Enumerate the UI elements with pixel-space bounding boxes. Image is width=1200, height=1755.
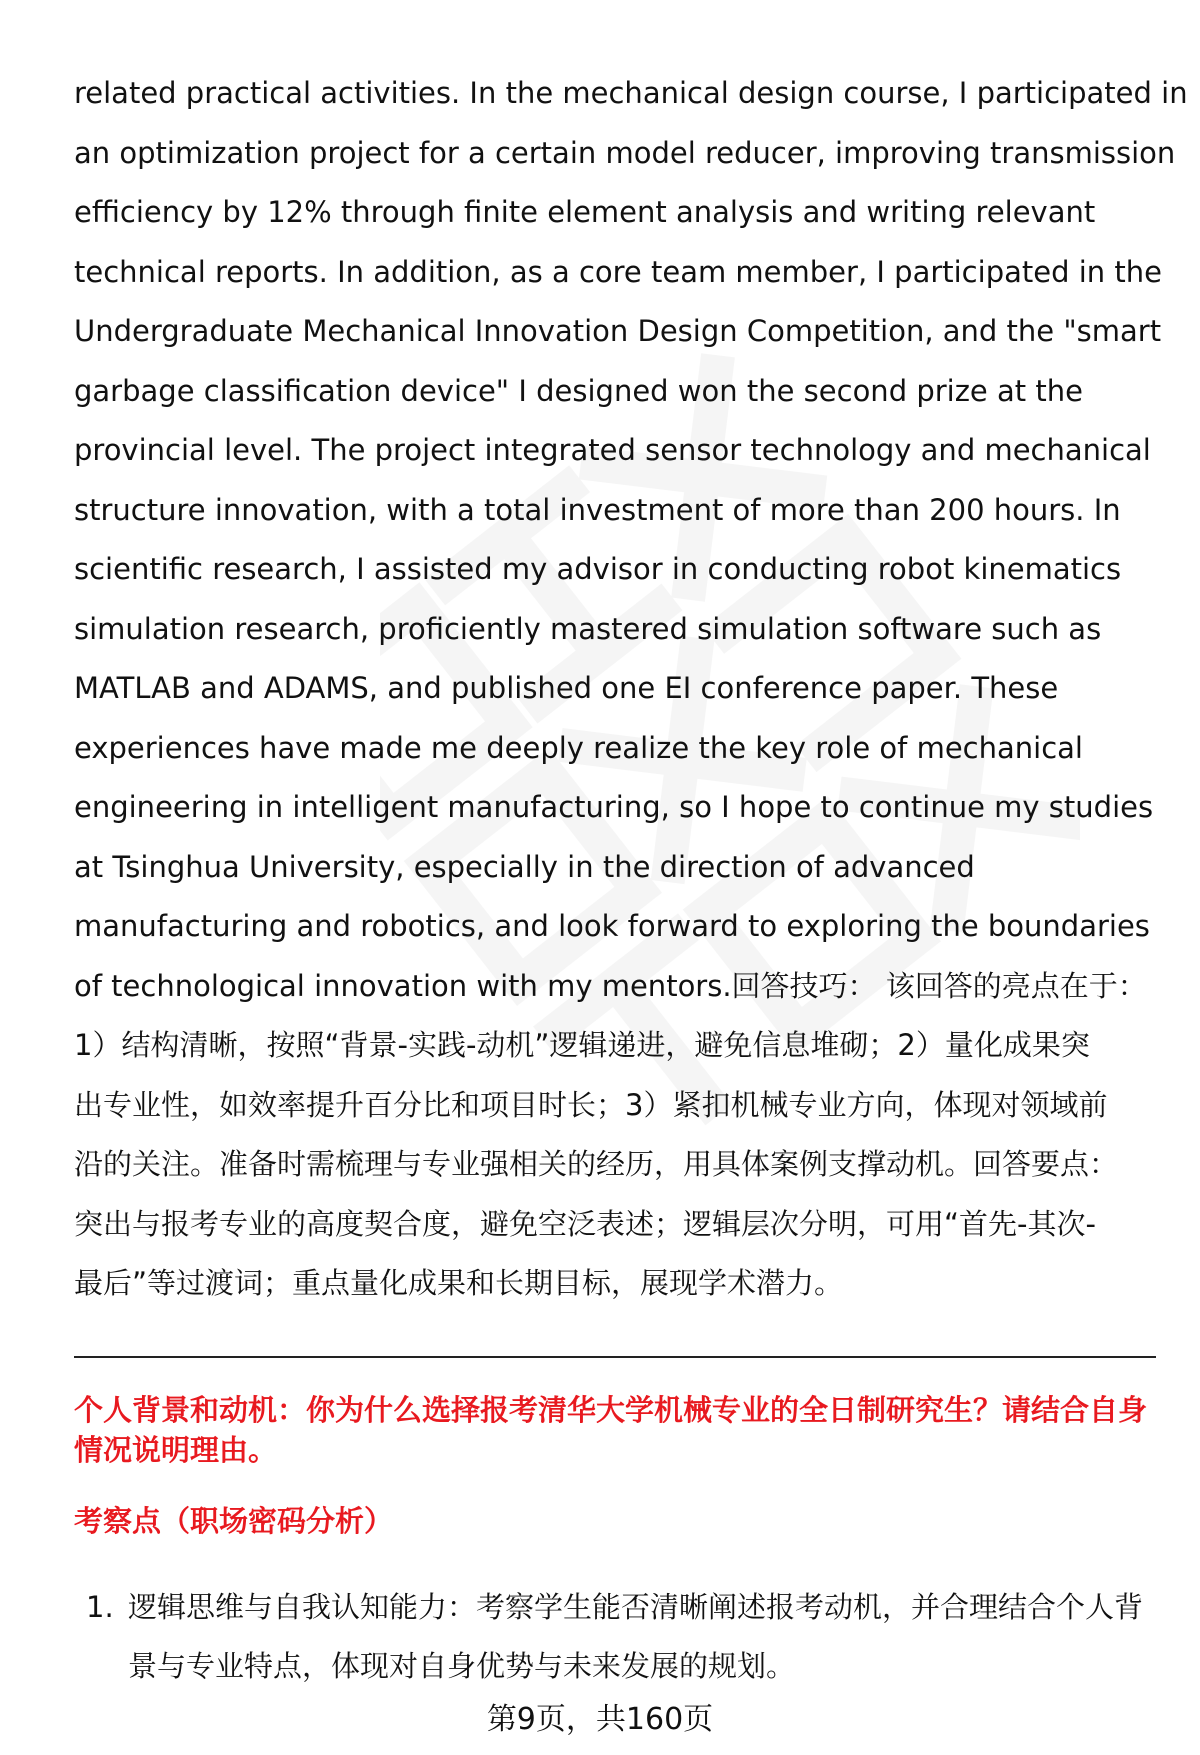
list-item — [74, 1578, 1156, 1696]
body-line: related practical activities. In the mechanical design course, I participated in — [74, 76, 1188, 110]
question-heading: 个人背景和动机：你为什么选择报考清华大学机械专业的全日制研究生？请结合自身情况说明理由。 — [74, 1393, 1148, 1467]
section-divider — [74, 1356, 1156, 1358]
page-number-footer: 第9页，共160页 — [486, 1702, 714, 1737]
body-line: structure innovation, with a total investment of more than 200 hours. In — [74, 492, 1121, 527]
body-line: an optimization project for a certain model reducer, improving transmission — [74, 135, 1176, 170]
section-heading: 考察点（职场密码分析） — [74, 1504, 394, 1538]
body-line: 沿的关注。准备时需梳理与专业强相关的经历，用具体案例支撑动机。回答要点： — [74, 1147, 1119, 1181]
body-line: garbage classification device" I designed won the second prize at the — [74, 373, 1083, 408]
document-page — [74, 64, 1188, 1314]
body-line: 突出与报考专业的高度契合度，避免空泛表述；逻辑层次分明，可用“首先-其次- — [74, 1206, 1096, 1241]
body-line: 最后”等过渡词；重点量化成果和长期目标，展现学术潜力。 — [74, 1266, 844, 1300]
body-line: technical reports. In addition, as a core team member, I participated in the — [74, 254, 1162, 289]
body-line: MATLAB and ADAMS, and published one EI conference paper. These — [74, 671, 1059, 705]
body-line: efficiency by 12% through finite element analysis and writing relevant — [74, 195, 1096, 229]
body-line: at Tsinghua University, especially in the direction of advanced — [74, 849, 975, 884]
body-line: 出专业性，如效率提升百分比和项目时长；3）紧扣机械专业方向，体现对领域前 — [74, 1087, 1108, 1122]
body-line: engineering in intelligent manufacturing, so I hope to continue my studies — [74, 790, 1154, 824]
body-line: 1）结构清晰，按照“背景-实践-动机”逻辑递进，避免信息堆砌；2）量化成果突 — [74, 1028, 1090, 1062]
list-item-text: 逻辑思维与自我认知能力：考察学生能否清晰阐述报考动机，并合理结合个人背景与专业特点，体现对自身优势与未来发展的规划。 — [128, 1590, 1144, 1683]
body-line: simulation research, proficiently mastered simulation software such as — [74, 611, 1102, 646]
body-line: scientific research, I assisted my advisor in conducting robot kinematics — [74, 552, 1122, 586]
body-line: of technological innovation with my mentors.回答技巧： 该回答的亮点在于： — [74, 968, 1147, 1003]
list-item-number: 1. — [86, 1590, 114, 1624]
body-line: Undergraduate Mechanical Innovation Design Competition, and the "smart — [74, 314, 1162, 348]
assessment-points-list — [74, 1578, 1156, 1696]
body-line: manufacturing and robotics, and look forward to exploring the boundaries — [74, 909, 1150, 943]
answer-body-text — [74, 64, 1188, 1314]
body-line: provincial level. The project integrated sensor technology and mechanical — [74, 433, 1151, 467]
body-line: experiences have made me deeply realize the key role of mechanical — [74, 730, 1083, 765]
